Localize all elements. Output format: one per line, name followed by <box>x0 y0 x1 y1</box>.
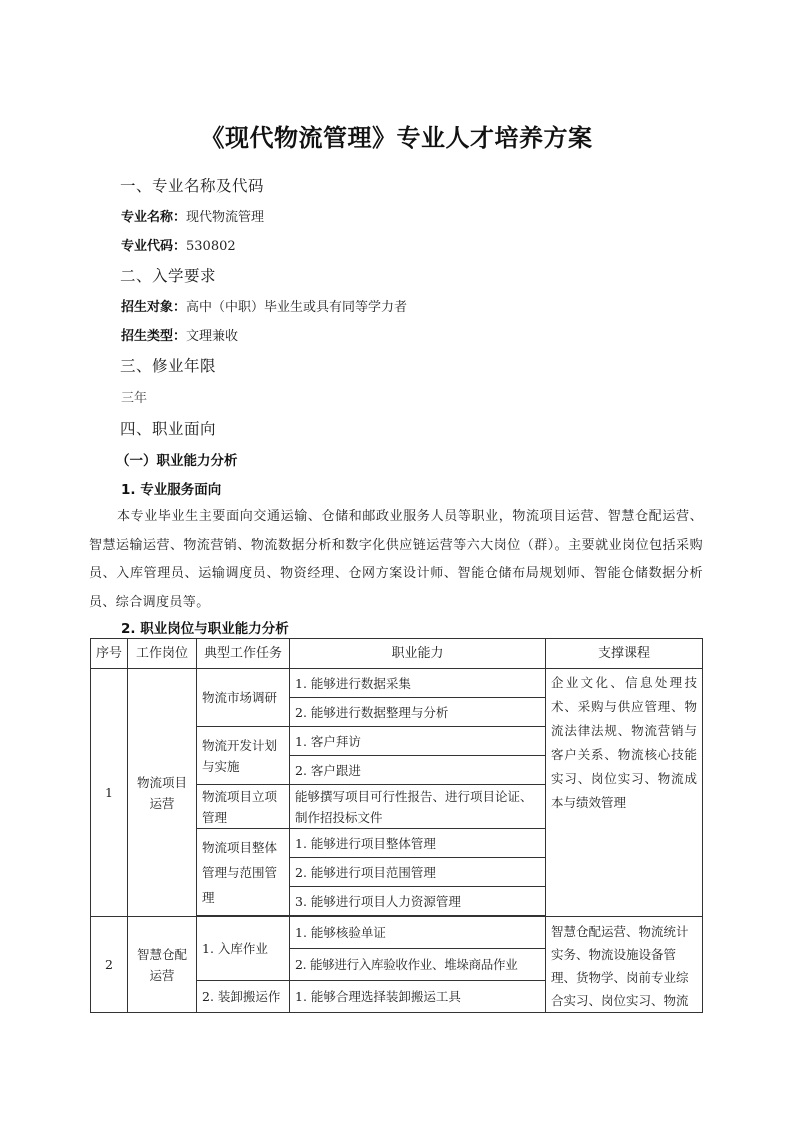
enrollment-type-line <box>121 325 238 344</box>
header-courses: 支撑课程 <box>546 639 703 669</box>
major-code-label: 专业代码： <box>121 239 187 254</box>
supporting-courses: 企业文化、信息处理技术、采购与供应管理、物流法律法规、物流营销与客户关系、物流核心技能实习、岗位实习、物流成本与绩效管理 <box>546 669 703 917</box>
subheading-service-direction: 1. 专业服务面向 <box>121 482 222 498</box>
ability-item: 1. 客户拜访 <box>290 727 546 756</box>
ability-item: 2. 能够进行数据整理与分析 <box>290 698 546 727</box>
section-heading-major-name: 一、专业名称及代码 <box>120 177 265 195</box>
table-row <box>91 917 703 949</box>
section-heading-duration: 三、修业年限 <box>120 357 217 375</box>
section-heading-career: 四、职业面向 <box>120 420 217 438</box>
ability-item: 2. 能够进行入库验收作业、堆垛商品作业 <box>290 949 546 981</box>
header-no: 序号 <box>91 639 128 669</box>
service-direction-paragraph: 本专业毕业生主要面向交通运输、仓储和邮政业服务人员等职业，物流项目运营、智慧仓配运营、智慧运输运营、物流营销、物流数据分析和数字化供应链运营等六大岗位（群）。主要就业岗位包括采购员、入库管理员、运输调度员、物资经理、仓网方案设计师、智能仓储布局规划师、智能仓储数据分析员、综合调度员等。 <box>89 509 703 610</box>
typical-task: 物流项目整体管理与范围管理 <box>197 829 290 916</box>
ability-item: 2. 能够进行项目范围管理 <box>290 858 546 887</box>
ability-item: 3. 能够进行项目人力资源管理 <box>290 887 546 916</box>
header-post: 工作岗位 <box>128 639 197 669</box>
ability-item: 1. 能够核验单证 <box>290 917 546 949</box>
ability-item: 1. 能够合理选择装卸搬运工具 <box>290 981 546 1013</box>
header-ability: 职业能力 <box>290 639 546 669</box>
row-number: 2 <box>91 917 128 1013</box>
post-name: 智慧仓配运营 <box>128 917 197 1013</box>
supporting-courses: 智慧仓配运营、物流统计实务、物流设施设备管理、货物学、岗前专业综合实习、岗位实习、物流 <box>546 917 703 1013</box>
table-header-row <box>91 639 703 669</box>
typical-task: 物流市场调研 <box>197 669 290 727</box>
enrollment-type-value: 文理兼收 <box>186 329 239 344</box>
ability-item: 2. 客户跟进 <box>290 756 546 785</box>
enrollment-target-line <box>121 296 407 315</box>
typical-task: 物流开发计划与实施 <box>197 727 290 785</box>
typical-task: 物流项目立项管理 <box>197 785 290 829</box>
subheading-ability-analysis: （一）职业能力分析 <box>116 453 238 469</box>
major-name-value: 现代物流管理 <box>186 210 265 225</box>
post-name: 物流项目运营 <box>128 669 197 917</box>
subheading-post-ability-analysis: 2. 职业岗位与职业能力分析 <box>121 621 289 637</box>
ability-item: 1. 能够进行数据采集 <box>290 669 546 698</box>
section-heading-admission: 二、入学要求 <box>120 267 217 285</box>
duration-value: 三年 <box>121 391 148 406</box>
ability-item: 1. 能够进行项目整体管理 <box>290 829 546 858</box>
post-ability-table <box>90 638 703 1013</box>
header-task: 典型工作任务 <box>197 639 290 669</box>
typical-task: 2. 装卸搬运作 <box>197 981 290 1013</box>
ability-item: 能够撰写项目可行性报告、进行项目论证、制作招投标文件 <box>290 785 546 829</box>
enrollment-target-label: 招生对象： <box>121 300 187 315</box>
enrollment-type-label: 招生类型： <box>121 329 187 344</box>
major-code-line <box>121 235 236 254</box>
major-code-value: 530802 <box>186 239 236 254</box>
row-number: 1 <box>91 669 128 917</box>
table-row <box>91 669 703 698</box>
document-title: 《现代物流管理》专业人才培养方案 <box>200 124 593 152</box>
typical-task: 1. 入库作业 <box>197 917 290 981</box>
major-name-label: 专业名称： <box>121 210 187 225</box>
major-name-line <box>121 206 264 225</box>
enrollment-target-value: 高中（中职）毕业生或具有同等学力者 <box>186 300 408 315</box>
